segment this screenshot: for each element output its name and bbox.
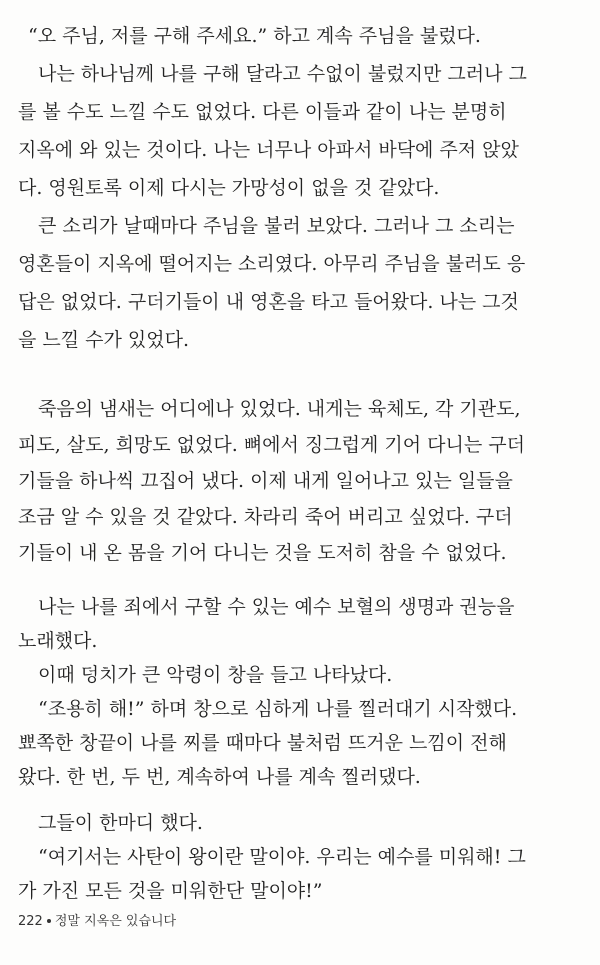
bullet-separator: [47, 919, 51, 923]
text-line: 그들이 한마디 했다.: [38, 812, 203, 834]
text-line: 피도, 살도, 희망도 없었다. 뼈에서 징그럽게 기어 다니는 구더: [18, 434, 525, 456]
text-line: 다. 영원토록 이제 다시는 가망성이 없을 것 같았다.: [18, 177, 440, 199]
text-line: 뾰쪽한 창끝이 나를 찌를 때마다 불처럼 뜨거운 느낌이 전해: [18, 732, 507, 754]
text-line: 지옥에 와 있는 것이다. 나는 너무나 아파서 바닥에 주저 앉았: [18, 139, 519, 161]
text-line: 기들을 하나씩 끄집어 냈다. 이제 내게 일어나고 있는 일들을: [18, 470, 513, 492]
text-line: 를 볼 수도 느낄 수도 없었다. 다른 이들과 같이 나는 분명히: [18, 101, 507, 123]
text-line: 나는 하나님께 나를 구해 달라고 수없이 불렀지만 그러나 그: [38, 63, 527, 85]
text-line: 이때 덩치가 큰 악령이 창을 들고 나타났다.: [38, 664, 393, 686]
page-number: 222: [18, 914, 43, 929]
page-footer: [18, 912, 176, 932]
text-line: 가 가진 모든 것을 미워한단 말이야!”: [18, 880, 323, 902]
text-line: “조용히 해!” 하며 창으로 심하게 나를 찔러대기 시작했다.: [38, 698, 518, 720]
text-line: 왔다. 한 번, 두 번, 계속하여 나를 계속 찔러댔다.: [18, 766, 421, 788]
book-title: 정말 지옥은 있습니다: [54, 914, 177, 929]
text-line: “오 주님, 저를 구해 주세요.” 하고 계속 주님을 불렀다.: [28, 25, 481, 47]
text-line: 큰 소리가 날때마다 주님을 불러 보았다. 그러나 그 소리는: [38, 215, 515, 237]
text-line: 을 느낄 수가 있었다.: [18, 329, 189, 351]
text-line: 조금 알 수 있을 것 같았다. 차라리 죽어 버리고 싶었다. 구더: [18, 506, 513, 528]
text-line: 죽음의 냄새는 어디에나 있었다. 내게는 육체도, 각 기관도,: [38, 398, 521, 420]
text-line: 영혼들이 지옥에 떨어지는 소리였다. 아무리 주님을 불러도 응: [18, 253, 526, 275]
text-line: 답은 없었다. 구더기들이 내 영혼을 타고 들어왔다. 나는 그것: [18, 291, 519, 313]
text-line: 나는 나를 죄에서 구할 수 있는 예수 보혈의 생명과 권능을: [38, 596, 515, 618]
text-line: 노래했다.: [18, 630, 98, 652]
text-line: “여기서는 사탄이 왕이란 말이야. 우리는 예수를 미워해! 그: [38, 846, 526, 868]
text-line: 기들이 내 온 몸을 기어 다니는 것을 도저히 참을 수 없었다.: [18, 542, 507, 564]
